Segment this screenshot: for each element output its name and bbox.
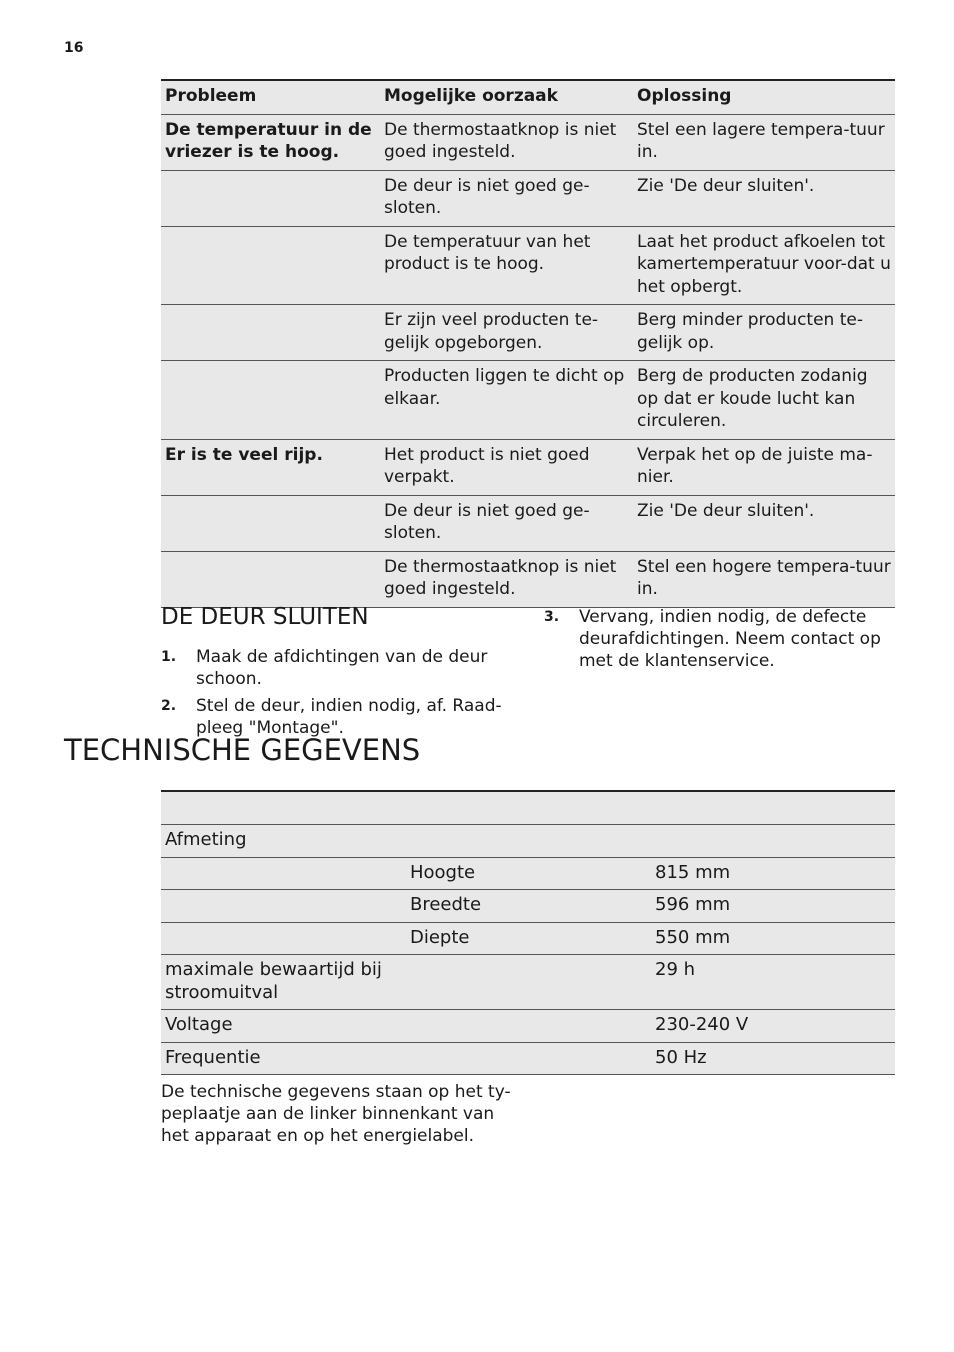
table-row — [161, 922, 895, 955]
label-cell — [161, 922, 406, 955]
header-solution: Oplossing — [633, 80, 895, 114]
cause-cell: Er zijn veel producten te-gelijk opgeborgen. — [380, 305, 633, 361]
problem-cell — [161, 495, 380, 551]
value-cell: 815 mm — [651, 857, 895, 890]
list-item — [544, 606, 894, 672]
tech-footnote: De technische gegevens staan op het ty-peplaatje aan de linker binnenkant van het apparaat en op het energielabel. — [161, 1082, 511, 1146]
table-header-row — [161, 80, 895, 114]
table-row — [161, 114, 895, 170]
cause-cell: De temperatuur van het product is te hoog. — [380, 226, 633, 305]
table-row — [161, 1010, 895, 1043]
sub-cell — [406, 791, 651, 825]
step-number: 3. — [544, 609, 560, 625]
sub-cell: Diepte — [406, 922, 651, 955]
sub-cell: Breedte — [406, 890, 651, 923]
value-cell: 230-240 V — [651, 1010, 895, 1043]
door-section-title: DE DEUR SLUITEN — [161, 604, 369, 630]
table-row — [161, 226, 895, 305]
table-row — [161, 551, 895, 607]
step-number: 2. — [161, 698, 177, 714]
technical-data-table — [161, 790, 895, 1075]
sub-cell — [406, 955, 651, 1010]
sub-cell — [406, 1042, 651, 1075]
step-text: Stel de deur, indien nodig, af. Raad-pleeg "Montage". — [196, 696, 502, 738]
sub-cell: Hoogte — [406, 857, 651, 890]
solution-cell: Berg de producten zodanig op dat er koude lucht kan circuleren. — [633, 361, 895, 440]
problem-cell — [161, 551, 380, 607]
page-number: 16 — [64, 40, 84, 56]
header-cause: Mogelijke oorzaak — [380, 80, 633, 114]
door-steps-list — [161, 646, 506, 744]
list-item — [161, 646, 506, 690]
door-steps-list-continued — [544, 606, 894, 677]
label-cell — [161, 791, 406, 825]
problem-cell — [161, 170, 380, 226]
solution-cell: Berg minder producten te-gelijk op. — [633, 305, 895, 361]
troubleshooting-table — [161, 79, 895, 608]
problem-cell — [161, 305, 380, 361]
problem-cell — [161, 361, 380, 440]
step-text: Maak de afdichtingen van de deur schoon. — [196, 647, 488, 689]
solution-cell: Stel een hogere tempera-tuur in. — [633, 551, 895, 607]
problem-cell: Er is te veel rijp. — [161, 439, 380, 495]
label-cell — [161, 890, 406, 923]
solution-cell: Zie 'De deur sluiten'. — [633, 495, 895, 551]
table-row — [161, 955, 895, 1010]
label-cell — [161, 857, 406, 890]
tech-section-title: TECHNISCHE GEGEVENS — [64, 733, 421, 767]
step-number: 1. — [161, 649, 177, 665]
value-cell: 550 mm — [651, 922, 895, 955]
table-row — [161, 1042, 895, 1075]
table-row — [161, 857, 895, 890]
value-cell — [651, 825, 895, 858]
cause-cell: De deur is niet goed ge-sloten. — [380, 495, 633, 551]
cause-cell: De thermostaatknop is niet goed ingesteld. — [380, 551, 633, 607]
value-cell: 29 h — [651, 955, 895, 1010]
table-row — [161, 439, 895, 495]
table-row — [161, 791, 895, 825]
solution-cell: Laat het product afkoelen tot kamertemperatuur voor-dat u het opbergt. — [633, 226, 895, 305]
label-cell: Frequentie — [161, 1042, 406, 1075]
label-cell: Afmeting — [161, 825, 406, 858]
table-row — [161, 361, 895, 440]
cause-cell: Producten liggen te dicht op elkaar. — [380, 361, 633, 440]
solution-cell: Verpak het op de juiste ma-nier. — [633, 439, 895, 495]
table-row — [161, 170, 895, 226]
sub-cell — [406, 1010, 651, 1043]
cause-cell: De thermostaatknop is niet goed ingesteld. — [380, 114, 633, 170]
table-row — [161, 825, 895, 858]
table-row — [161, 305, 895, 361]
step-text: Vervang, indien nodig, de defecte deurafdichtingen. Neem contact op met de klantenservice. — [579, 607, 881, 671]
table-row — [161, 890, 895, 923]
label-cell: maximale bewaartijd bij stroomuitval — [161, 955, 406, 1010]
value-cell — [651, 791, 895, 825]
label-cell: Voltage — [161, 1010, 406, 1043]
table-row — [161, 495, 895, 551]
cause-cell: De deur is niet goed ge-sloten. — [380, 170, 633, 226]
value-cell: 50 Hz — [651, 1042, 895, 1075]
problem-cell — [161, 226, 380, 305]
cause-cell: Het product is niet goed verpakt. — [380, 439, 633, 495]
solution-cell: Zie 'De deur sluiten'. — [633, 170, 895, 226]
sub-cell — [406, 825, 651, 858]
problem-cell: De temperatuur in de vriezer is te hoog. — [161, 114, 380, 170]
header-problem: Probleem — [161, 80, 380, 114]
solution-cell: Stel een lagere tempera-tuur in. — [633, 114, 895, 170]
value-cell: 596 mm — [651, 890, 895, 923]
